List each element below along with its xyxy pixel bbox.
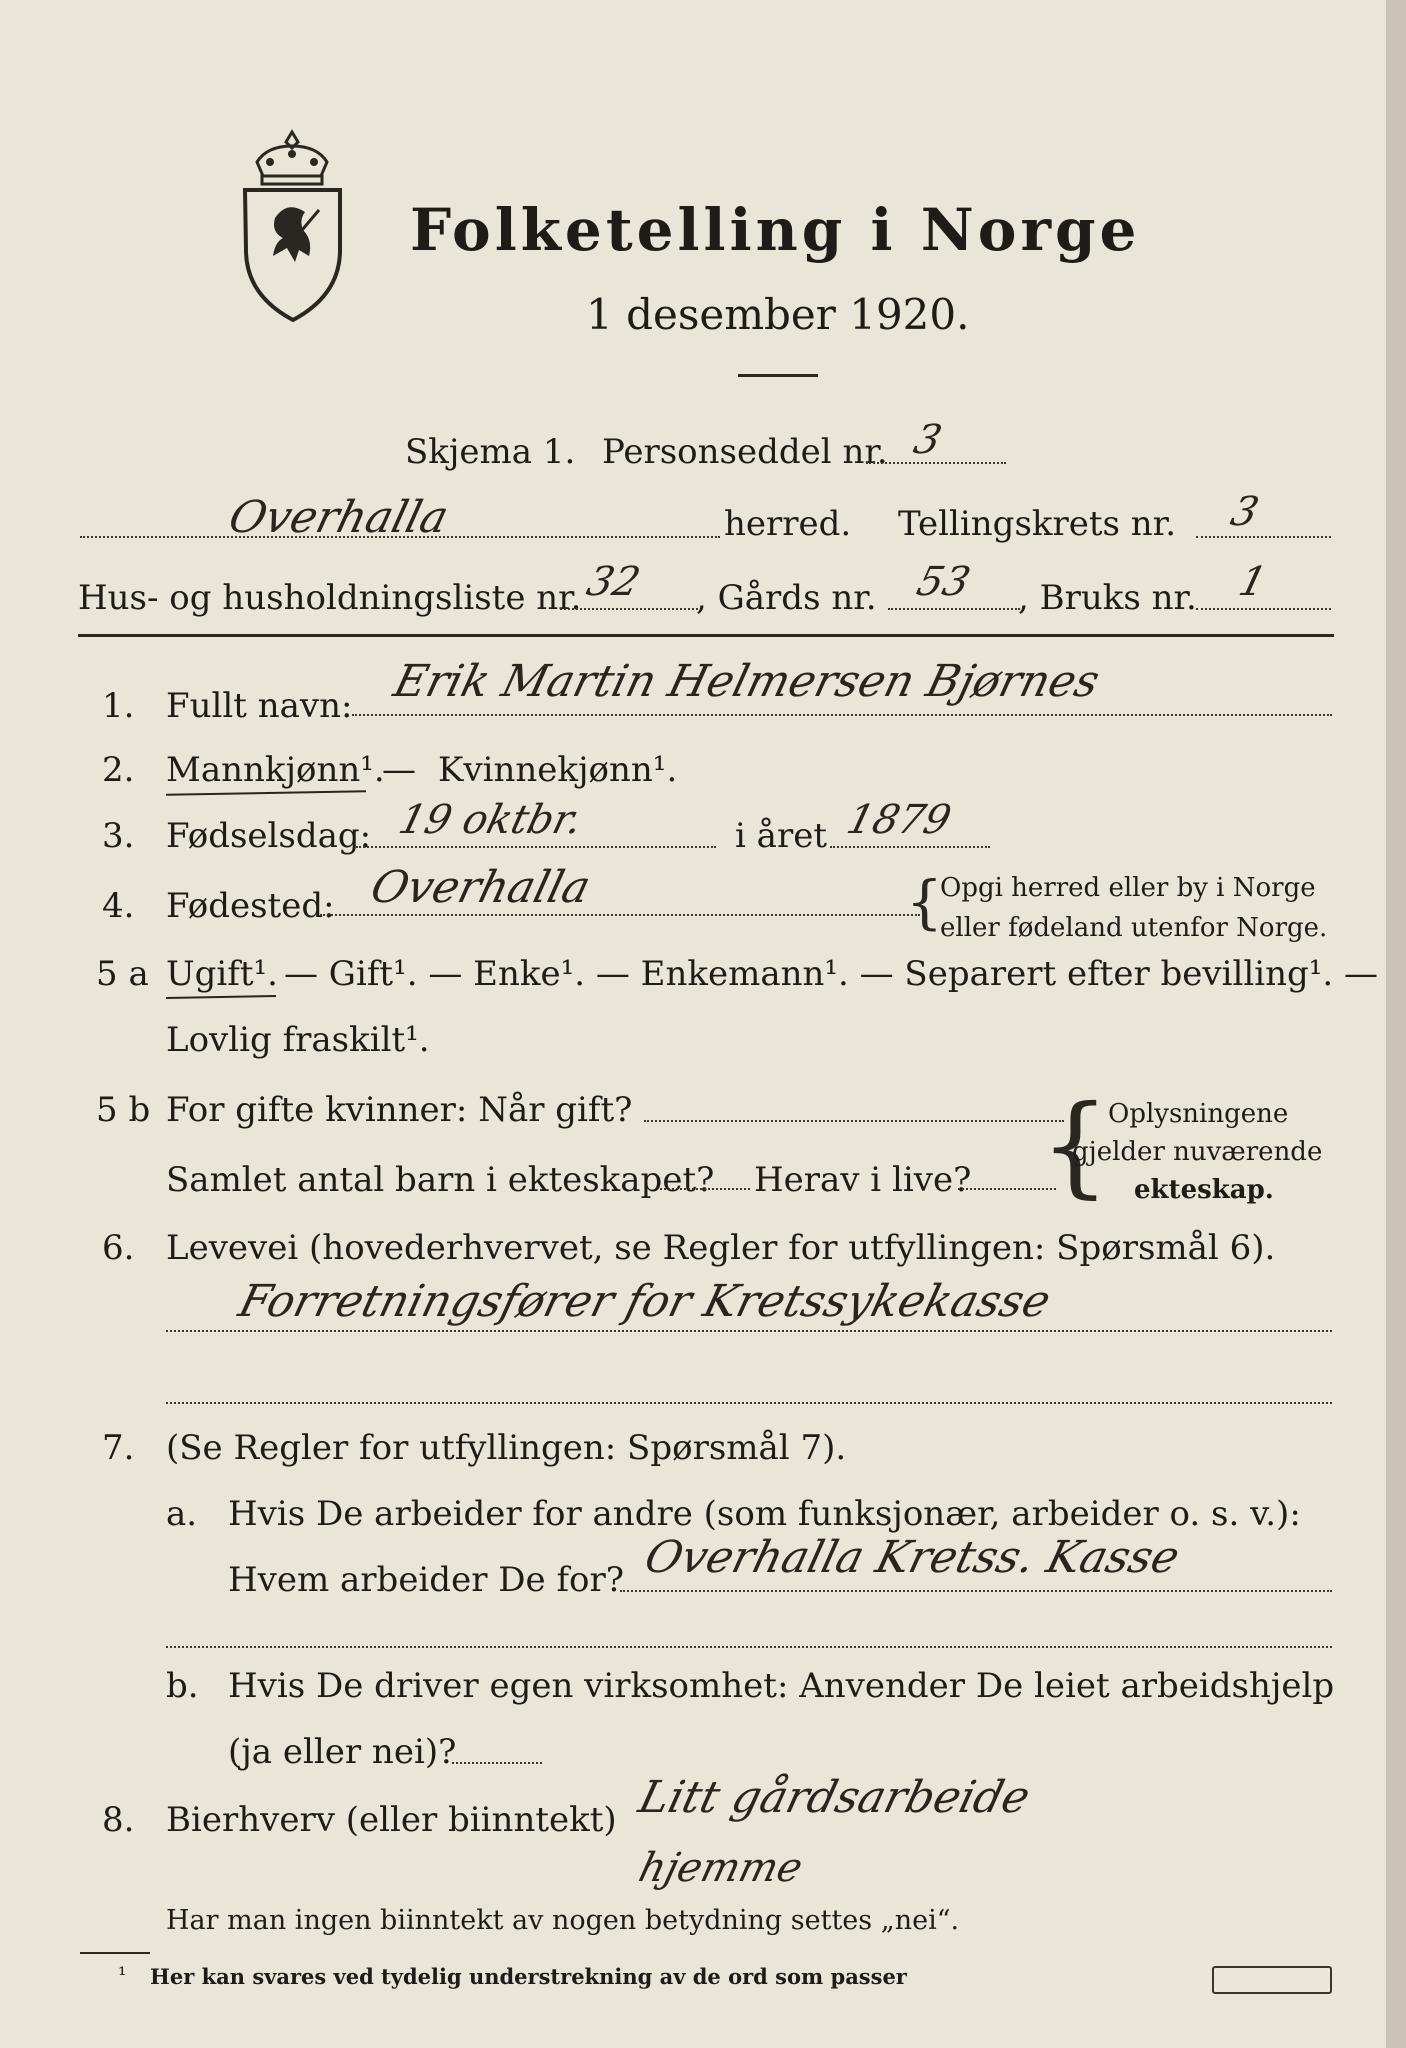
q7a-line2: Hvem arbeider De for? — [228, 1560, 624, 1600]
q3-number: 3. — [102, 816, 135, 856]
q5a-number: 5 a — [96, 954, 149, 994]
q7a-line — [620, 1590, 1332, 1592]
q7a-line1: Hvis De arbeider for andre (som funksjonær, arbeider o. s. v.): — [228, 1494, 1301, 1534]
q7a-line-extra — [166, 1646, 1332, 1648]
q1-number: 1. — [102, 686, 135, 726]
herred-label: herred. — [724, 504, 852, 544]
q1-line — [352, 714, 1332, 716]
q5a-ugift-option[interactable]: Ugift¹. — [166, 954, 278, 994]
q7b-line1: Hvis De driver egen virksomhet: Anvender De leiet arbeidshjelp — [228, 1666, 1335, 1706]
employer-value[interactable]: Overhalla Kretss. Kasse — [639, 1532, 1185, 1583]
q1-label: Fullt navn: — [166, 686, 353, 726]
q3-year-label: i året — [735, 816, 827, 856]
title-divider — [738, 374, 818, 377]
q4-number: 4. — [102, 886, 135, 926]
side-income-value-line2[interactable]: hjemme — [634, 1845, 808, 1891]
q6-line2 — [166, 1402, 1332, 1404]
q7b-letter: b. — [166, 1666, 199, 1706]
personseddel-label: Personseddel nr. — [602, 432, 888, 472]
full-name-value[interactable]: Erik Martin Helmersen Bjørnes — [388, 656, 1105, 707]
q2-number: 2. — [102, 750, 135, 790]
gards-line — [888, 608, 1020, 610]
bruks-line — [1196, 608, 1331, 610]
coat-of-arms-icon — [235, 128, 350, 328]
bruks-label: , Bruks nr. — [1018, 578, 1197, 618]
q4-label: Fødested: — [166, 886, 335, 926]
bruks-value[interactable]: 1 — [1234, 559, 1272, 605]
q5b-number: 5 b — [96, 1090, 151, 1130]
q3-year-line — [830, 846, 990, 848]
q5b-note-brace: { — [1040, 1081, 1110, 1209]
footnote-divider — [80, 1952, 150, 1954]
birthplace-value[interactable]: Overhalla — [365, 862, 596, 913]
q5b-note2: gjelder nuværende — [1072, 1137, 1323, 1167]
q5b-line1: For gifte kvinner: Når gift? — [166, 1090, 633, 1130]
form-date: 1 desember 1920. — [586, 290, 970, 339]
gards-label: , Gårds nr. — [696, 578, 877, 618]
form-title: Folketelling i Norge — [410, 196, 1141, 264]
q8-label: Bierhverv (eller biinntekt) — [166, 1800, 617, 1840]
q4-note-brace: { — [906, 868, 943, 936]
side-income-value-line1[interactable]: Litt gårdsarbeide — [633, 1772, 1036, 1823]
q6-number: 6. — [102, 1228, 135, 1268]
husholdning-value[interactable]: 32 — [582, 559, 645, 605]
q2-female-option[interactable]: Kvinnekjønn¹. — [438, 750, 678, 790]
q7a-letter: a. — [166, 1494, 198, 1534]
birth-year-value[interactable]: 1879 — [842, 797, 956, 843]
q2-male-option[interactable]: Mannkjønn¹. — [166, 750, 385, 790]
footnote-text: Her kan svares ved tydelig understrekning av de ord som passer — [150, 1964, 907, 1989]
q4-note-line2: eller fødeland utenfor Norge. — [940, 913, 1328, 943]
q7-label: (Se Regler for utfyllingen: Spørsmål 7). — [166, 1428, 847, 1468]
tellingskrets-line — [1196, 536, 1331, 538]
tellingskrets-label: Tellingskrets nr. — [898, 504, 1177, 544]
q5a-fraskilt-option[interactable]: Lovlig fraskilt¹. — [166, 1020, 430, 1060]
gards-value[interactable]: 53 — [912, 559, 975, 605]
printer-stamp — [1212, 1966, 1332, 1994]
q5a-ugift-underline — [166, 995, 276, 999]
q7-number: 7. — [102, 1428, 135, 1468]
q2-separator: — — [382, 750, 416, 790]
q5b-barn-line — [660, 1188, 750, 1190]
footnote-mark: ¹ — [118, 1963, 127, 1987]
personseddel-value[interactable]: 3 — [909, 417, 947, 463]
q5a-other-options[interactable]: — Gift¹. — Enke¹. — Enkemann¹. — Separert efter bevilling¹. — — [284, 954, 1379, 994]
herred-line — [80, 536, 720, 538]
q4-note-line1: Opgi herred eller by i Norge — [940, 873, 1316, 903]
q5b-note1: Oplysningene — [1108, 1099, 1289, 1129]
page-edge — [1386, 0, 1406, 2048]
occupation-value[interactable]: Forretningsfører for Kretssykekasse — [233, 1276, 1056, 1327]
q6-line1 — [166, 1330, 1332, 1332]
tellingskrets-value[interactable]: 3 — [1226, 489, 1264, 535]
q6-label: Levevei (hovederhvervet, se Regler for utfyllingen: Spørsmål 6). — [166, 1228, 1276, 1268]
husholdning-label: Hus- og husholdningsliste nr. — [78, 578, 582, 618]
q8-number: 8. — [102, 1800, 135, 1840]
q2-male-underline — [166, 790, 366, 795]
q5b-note3: ekteskap. — [1134, 1175, 1274, 1205]
skjema-label: Skjema 1. — [405, 432, 576, 472]
q5b-gift-line — [644, 1120, 1064, 1122]
q3-day-line — [356, 846, 716, 848]
birth-day-value[interactable]: 19 oktbr. — [394, 797, 587, 843]
section-divider — [78, 634, 1334, 637]
q5b-line2a: Samlet antal barn i ekteskapet? — [166, 1160, 715, 1200]
husholdning-line — [560, 608, 698, 610]
personseddel-line — [866, 462, 1006, 464]
q5b-line2b: Herav i live? — [754, 1160, 972, 1200]
q7b-line2: (ja eller nei)? — [228, 1732, 457, 1772]
q7b-line — [452, 1762, 542, 1764]
q4-line — [320, 914, 920, 916]
herred-value[interactable]: Overhalla — [223, 492, 454, 543]
q8-note: Har man ingen biinntekt av nogen betydning settes „nei“. — [166, 1905, 960, 1936]
q3-label: Fødselsdag: — [166, 816, 372, 856]
